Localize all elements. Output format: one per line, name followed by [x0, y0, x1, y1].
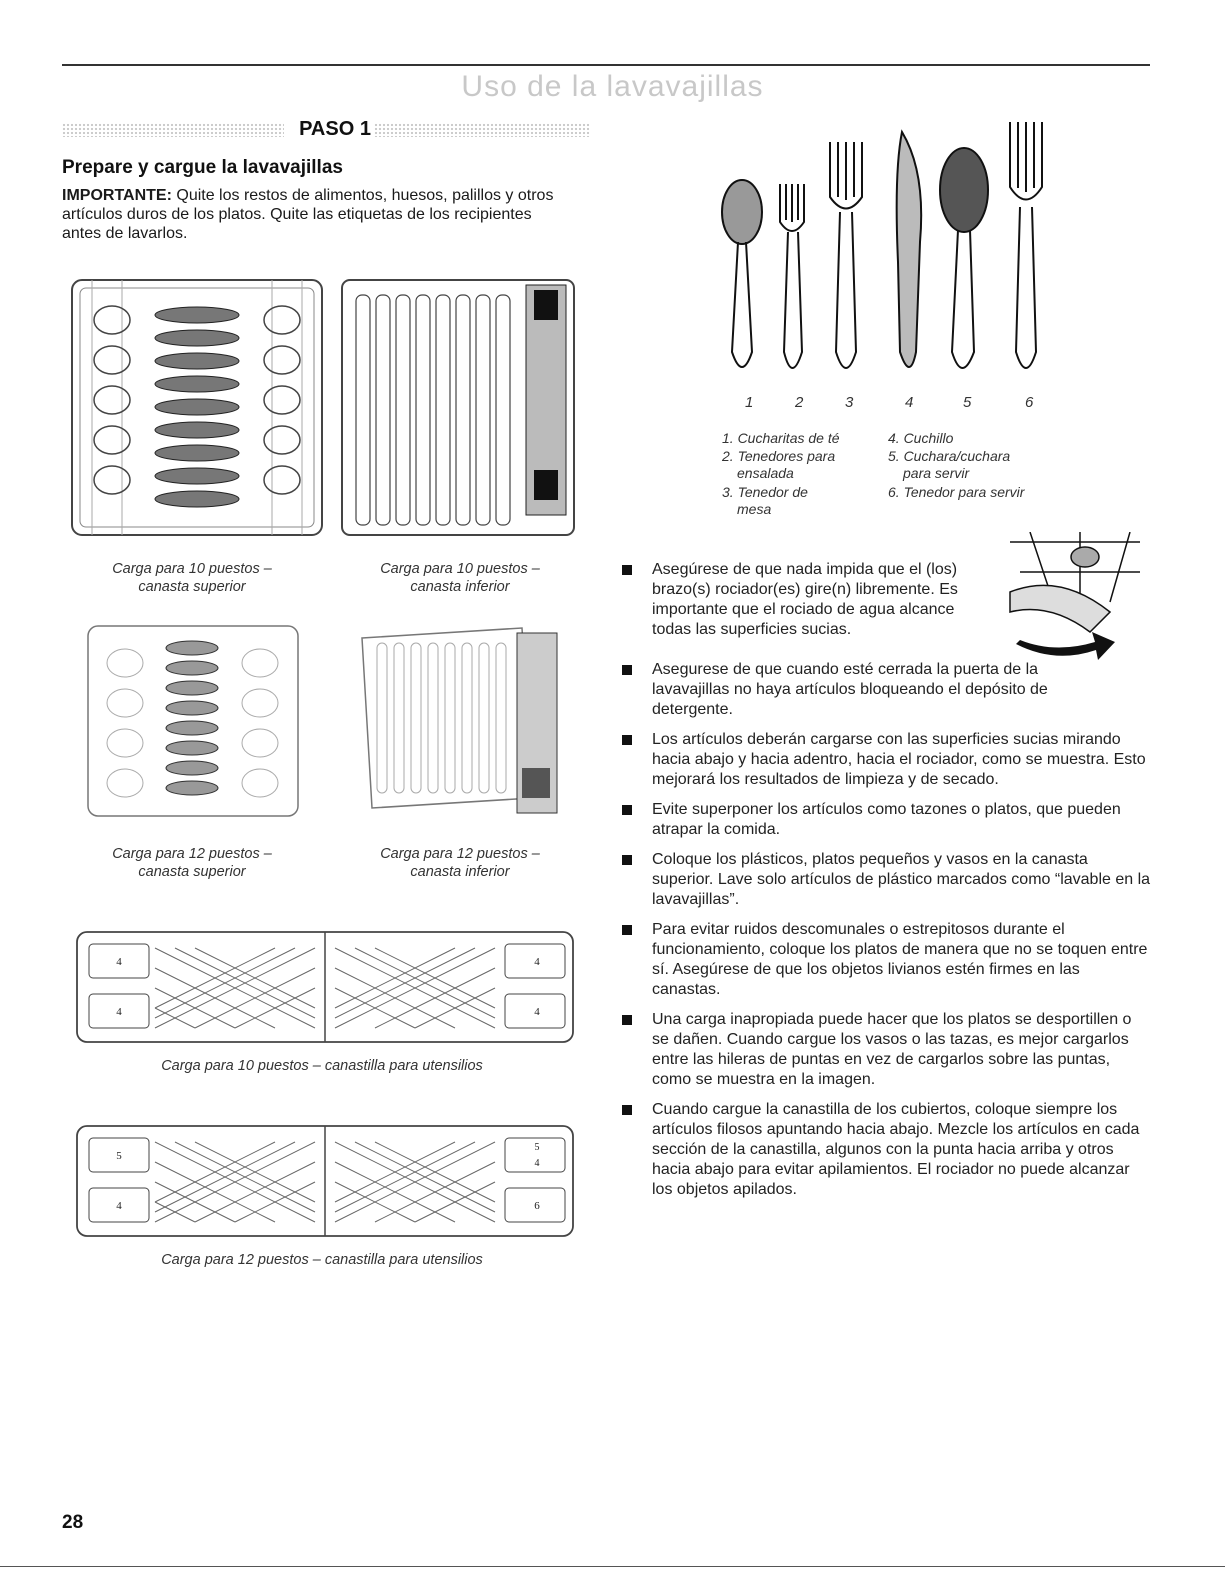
basket-section-number: 4 — [116, 1200, 122, 1212]
basket-section-number: 4 — [116, 1006, 122, 1018]
utensil-legend-item — [888, 484, 1088, 501]
upper-rack-12-caption — [62, 845, 322, 881]
bullet-marker — [622, 925, 632, 935]
caption-line: Carga para 12 puestos – — [380, 846, 540, 862]
loading-tip-text: Coloque los plásticos, platos pequeños y vasos en la canasta superior. Lave solo artículos de plástico marcados como “lavable en la lavavajillas”. — [652, 851, 1151, 908]
loading-tip — [622, 850, 1152, 910]
loading-tips-list — [622, 560, 1152, 1200]
loading-tip-text: Cuando cargue la canastilla de los cubiertos, coloque siempre los artículos filosos apuntando hacia abajo. Mezcle los artículos en cada sección de la canastilla, algunos con la punta hacia arriba y otros hacia abajo para evitar apilamientos. El rociador no puede alcanzar los objetos apilados. — [652, 1101, 1140, 1198]
loading-tip — [622, 920, 1152, 1000]
caption-line: canasta superior — [138, 579, 246, 595]
legend-line: 3. Tenedor de — [722, 484, 808, 500]
legend-line: para servir — [903, 465, 970, 481]
important-note — [62, 186, 562, 243]
loading-tip-text: Asegurese de que cuando esté cerrada la puerta de la lavavajillas no haya artículos bloqueando el depósito de detergente. — [652, 661, 1048, 718]
bullet-marker — [622, 565, 632, 575]
loading-tip-text: Asegúrese de que nada impida que el (los) brazo(s) rociador(es) gire(n) libremente. Es importante que el rociado de agua alcance todas las superficies sucias. — [652, 561, 958, 638]
utensil-number: 3 — [845, 394, 854, 411]
basket-section-number: 5 — [534, 1142, 540, 1153]
caption-line: canasta inferior — [410, 864, 510, 880]
important-text: Quite los restos de alimentos, huesos, palillos y otros artículos duros de los platos. Quite las etiquetas de los recipientes antes de lavarlos. — [62, 187, 554, 242]
loading-tip — [622, 560, 992, 640]
utensils-illustration — [712, 112, 1052, 390]
legend-line: 6. Tenedor para servir — [888, 484, 1025, 500]
bullet-marker — [622, 855, 632, 865]
lower-rack-10-caption — [330, 560, 590, 596]
loading-tip — [622, 800, 1152, 840]
lower-rack-10-illustration — [336, 270, 581, 548]
basket-section-number: 4 — [116, 956, 122, 968]
bullet-marker — [622, 805, 632, 815]
loading-tip — [622, 1100, 1152, 1200]
important-label: IMPORTANTE: — [62, 187, 172, 204]
basket-section-number: 6 — [534, 1200, 540, 1212]
caption-line: Carga para 10 puestos – — [380, 561, 540, 577]
loading-tip-text: Los artículos deberán cargarse con las superficies sucias mirando hacia abajo y hacia adentro, hacia el rociador, como se muestra. Esto mejorará los resultados de limpieza y de secado. — [652, 731, 1146, 788]
utensil-number: 5 — [963, 394, 972, 411]
footer-rule — [0, 1566, 1225, 1567]
step-banner-dots-right — [374, 123, 590, 137]
upper-rack-12-illustration — [80, 618, 305, 824]
page-number: 28 — [62, 1512, 84, 1533]
lower-rack-12-caption — [330, 845, 590, 881]
legend-line: 1. Cucharitas de té — [722, 430, 840, 446]
utensil-number: 4 — [905, 394, 914, 411]
caption-line: Carga para 10 puestos – — [112, 561, 272, 577]
legend-line: mesa — [737, 501, 772, 517]
utensil-number: 1 — [745, 394, 754, 411]
upper-rack-10-illustration — [62, 270, 332, 548]
utensil-basket-12-illustration — [75, 1122, 575, 1240]
utensil-basket-12-caption: Carga para 12 puestos – canastilla para utensilios — [161, 1252, 483, 1268]
legend-line: 5. Cuchara/cuchara — [888, 448, 1011, 464]
legend-line: ensalada — [737, 465, 794, 481]
basket-section-number: 4 — [534, 1158, 540, 1169]
step-banner-dots-left — [62, 123, 284, 137]
bullet-marker — [622, 735, 632, 745]
header-rule — [62, 64, 1150, 66]
bullet-marker — [622, 665, 632, 675]
loading-tip — [622, 730, 1152, 790]
loading-tip-text: Una carga inapropiada puede hacer que los platos se desportillen o se dañen. Cuando cargue los vasos o las tazas, es mejor cargarlos entre las hileras de puntas en vez de cargarlos sobre las puntas, como se muestra en la imagen. — [652, 1011, 1132, 1088]
bullet-marker — [622, 1105, 632, 1115]
utensil-basket-10-illustration — [75, 928, 575, 1046]
section-heading: Prepare y cargue la lavavajillas — [62, 157, 343, 178]
bullet-marker — [622, 1015, 632, 1025]
utensil-number: 2 — [795, 394, 804, 411]
caption-line: Carga para 12 puestos – — [112, 846, 272, 862]
utensil-legend-item — [888, 430, 1088, 447]
step-label: PASO 1 — [299, 118, 371, 140]
loading-tip — [622, 1010, 1152, 1090]
step-banner — [62, 118, 590, 142]
loading-tip-text: Para evitar ruidos descomunales o estrepitosos durante el funcionamiento, coloque los platos de manera que no se toquen entre sí. Asegúrese de que los objetos livianos estén firmes en las canastas. — [652, 921, 1148, 998]
basket-section-number: 5 — [116, 1150, 122, 1162]
basket-section-number: 4 — [534, 1006, 540, 1018]
loading-tip-text: Evite superponer los artículos como tazones o platos, que pueden atrapar la comida. — [652, 801, 1121, 838]
utensil-number: 6 — [1025, 394, 1034, 411]
legend-line: 4. Cuchillo — [888, 430, 954, 446]
legend-line: 2. Tenedores para — [722, 448, 836, 464]
caption-line: canasta superior — [138, 864, 246, 880]
caption-line: canasta inferior — [410, 579, 510, 595]
utensil-legend-item — [888, 448, 1088, 482]
page-title: Uso de la lavavajillas — [461, 70, 764, 103]
upper-rack-10-caption — [62, 560, 322, 596]
lower-rack-12-illustration — [352, 618, 572, 824]
utensil-basket-10-caption: Carga para 10 puestos – canastilla para utensilios — [161, 1058, 483, 1074]
loading-tip — [622, 660, 1092, 720]
basket-section-number: 4 — [534, 956, 540, 968]
